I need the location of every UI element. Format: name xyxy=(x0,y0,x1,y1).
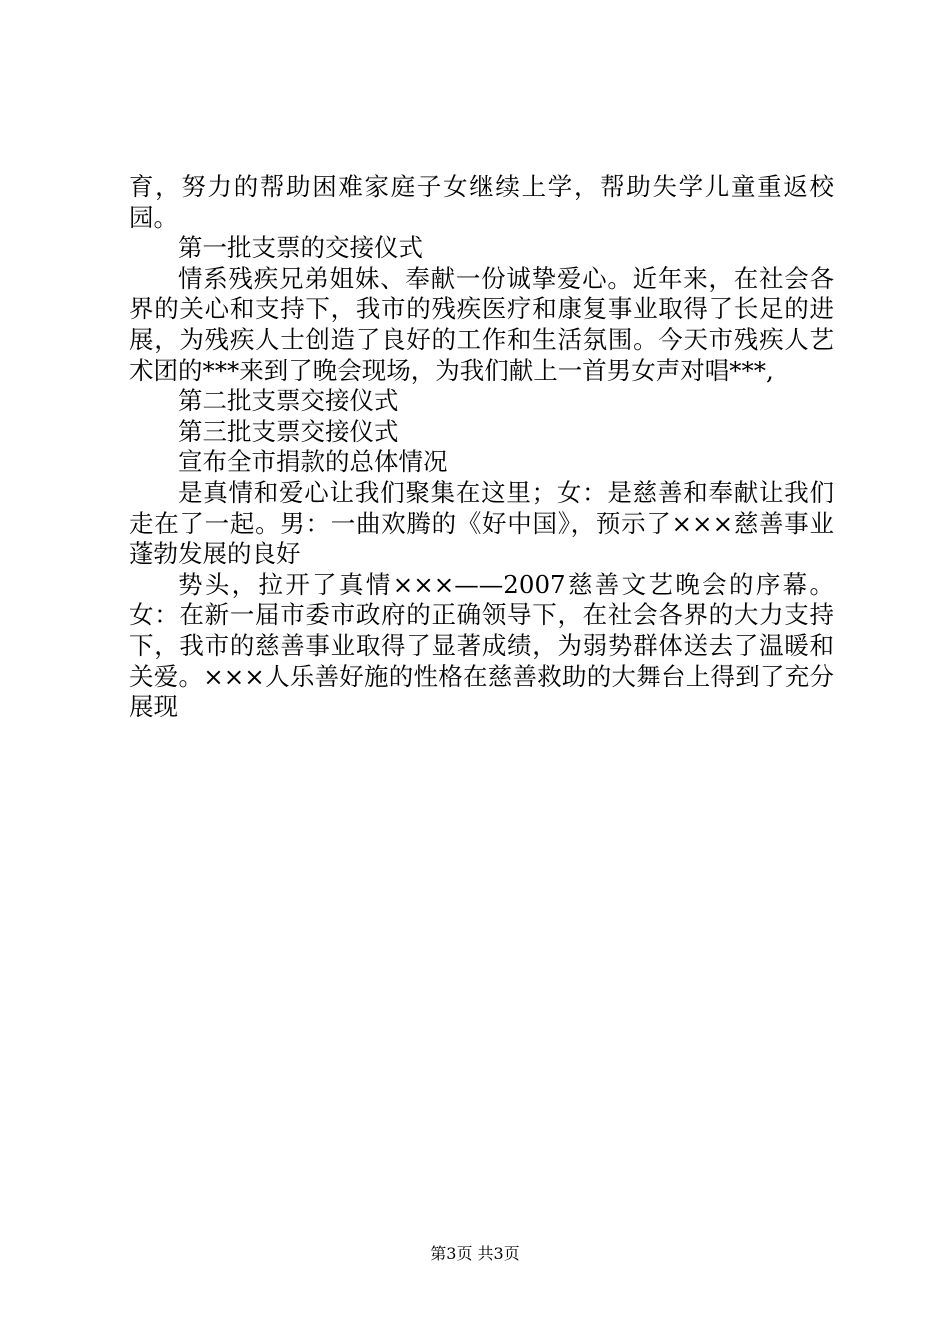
page-number-label: 第3页 共3页 xyxy=(430,1244,520,1263)
paragraph-1: 育，努力的帮助困难家庭子女继续上学，帮助失学儿童重返校园。 xyxy=(129,172,834,232)
paragraph-3: 情系残疾兄弟姐妹、奉献一份诚挚爱心。近年来，在社会各界的关心和支持下，我市的残疾医疗和康复事业取得了长足的进展，为残疾人士创造了良好的工作和生活氛围。今天市残疾人艺术团的***来到了晚会现场，为我们献上一首男女声对唱***, xyxy=(129,263,834,385)
paragraph-6: 宣布全市捐款的总体情况 xyxy=(178,447,448,477)
paragraph-7: 是真情和爱心让我们聚集在这里；女：是慈善和奉献让我们走在了一起。男：一曲欢腾的《好中国》，预示了×××慈善事业蓬勃发展的良好 xyxy=(129,477,834,569)
paragraph-8: 势头，拉开了真情×××——2007慈善文艺晚会的序幕。女：在新一届市委市政府的正确领导下，在社会各界的大力支持下，我市的慈善事业取得了显著成绩，为弱势群体送去了温暖和关爱。×××人乐善好施的性格在慈善救助的大舞台上得到了充分展现 xyxy=(129,569,834,722)
paragraph-4: 第二批支票交接仪式 xyxy=(178,386,399,416)
paragraph-5: 第三批支票交接仪式 xyxy=(178,416,399,446)
page-footer xyxy=(0,1244,950,1264)
document-body xyxy=(129,172,834,723)
paragraph-2: 第一批支票的交接仪式 xyxy=(178,233,423,263)
